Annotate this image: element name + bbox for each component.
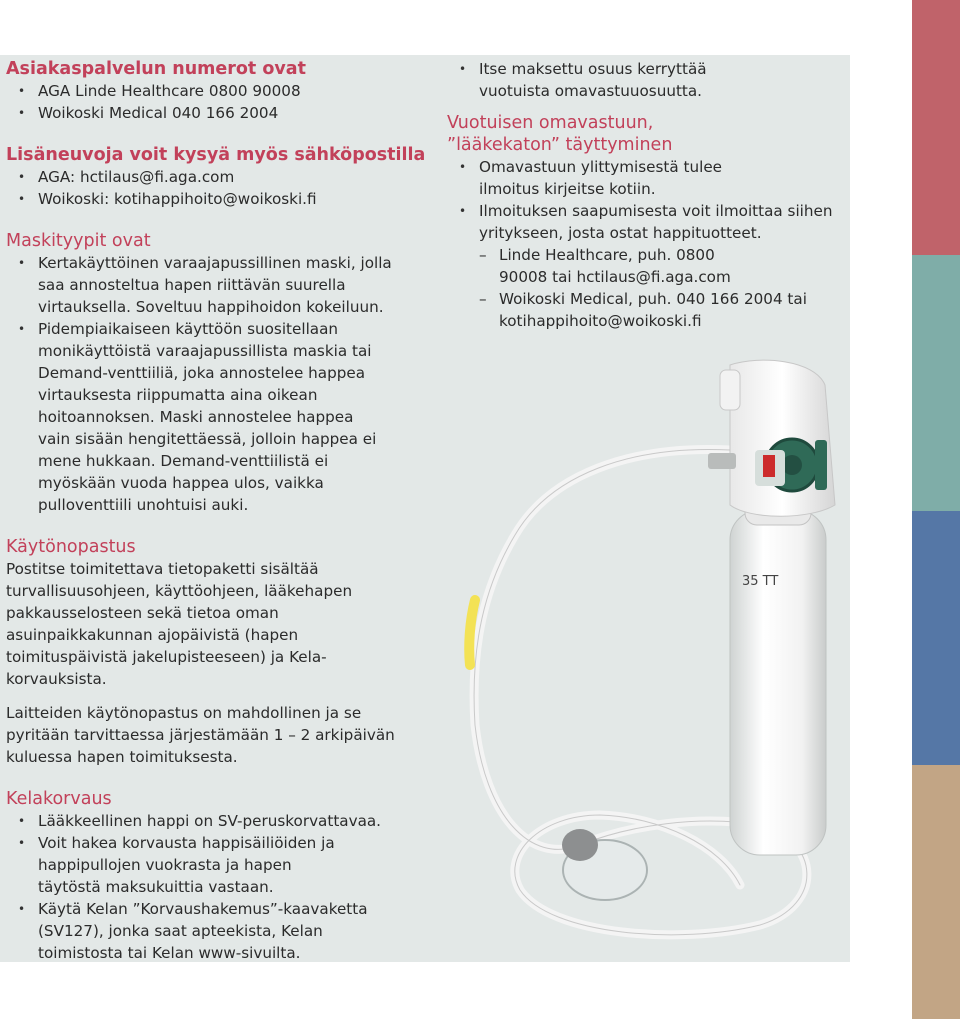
instruction-paragraph-2: Laitteiden käytönopastus on mahdollinen ja se pyritään tarvittaessa järjestämään 1 – 2 arkipäivän kuluessa hapen toimituksesta.: [6, 704, 395, 766]
email-heading: Lisäneuvoja voit kysyä myös sähköpostilla: [6, 145, 426, 165]
instruction-heading: Käytönopastus: [6, 537, 136, 557]
customer-service-section: [6, 58, 426, 124]
list-item: • Woikoski Medical 040 166 2004: [6, 102, 426, 124]
kela-heading: Kelakorvaus: [6, 789, 112, 809]
valve-red-label: [763, 455, 775, 477]
right-column: [447, 58, 847, 332]
stripe-tan: [912, 765, 960, 1019]
tube-yellow-band: [469, 600, 475, 665]
oxygen-cylinder-illustration: [430, 345, 850, 945]
deductible-list: [447, 156, 847, 332]
deductible-section: [447, 112, 847, 332]
color-stripes: [912, 0, 960, 1019]
list-item: • Lääkkeellinen happi on SV-peruskorvattavaa.: [6, 810, 426, 832]
kela-section: [6, 788, 426, 964]
email-section: [6, 144, 426, 210]
list-item: • Pidempiaikaiseen käyttöön suositellaan monikäyttöistä varaajapussillista maskia tai Demand-venttiiliä, joka annostelee happea virtauksesta riippumatta aina oikean hoitoannoksen. Maski annostelee happea vain sisään hengitettäessä, jolloin happea ei mene hukkaan. Demand-venttiilistä ei myöskään vuoda happea ulos, vaikka pulloventtiili unohtuisi auki.: [6, 318, 383, 516]
mask-types-list: [6, 252, 426, 516]
list-item: • AGA Linde Healthcare 0800 90008: [6, 80, 426, 102]
cylinder-body: [730, 510, 826, 855]
sub-list-item: – Woikoski Medical, puh. 040 166 2004 tai kotihappihoito@woikoski.fi: [447, 288, 819, 332]
mask-types-section: [6, 230, 426, 516]
list-item: • Woikoski: kotihappihoito@woikoski.fi: [6, 188, 426, 210]
customer-service-list: [6, 80, 426, 124]
list-item: • Omavastuun ylittymisestä tulee ilmoitus kirjeitse kotiin.: [447, 156, 759, 200]
instruction-section: [6, 536, 426, 768]
list-item: • AGA: hctilaus@fi.aga.com: [6, 166, 426, 188]
instruction-paragraph-1: Postitse toimitettava tietopaketti sisältää turvallisuusohjeen, käyttöohjeen, lääkehapen pakkausselosteen sekä tietoa oman asuinpaikkakunnan ajopäivistä (hapen toimituspäivistä jakelupisteeseen) ja Kela-korvauksista.: [6, 560, 353, 688]
top-list: [447, 58, 847, 102]
cylinder-label: 35 TT: [742, 574, 779, 589]
deductible-heading-line-1: Vuotuisen omavastuun,: [447, 113, 654, 133]
sub-list-item: – Linde Healthcare, puh. 0800 90008 tai hctilaus@fi.aga.com: [447, 244, 759, 288]
customer-service-heading: Asiakaspalvelun numerot ovat: [6, 59, 306, 79]
list-item: • Ilmoituksen saapumisesta voit ilmoittaa siihen yritykseen, josta ostat happituotteet.: [447, 200, 839, 244]
kela-list: [6, 810, 426, 964]
mask-types-heading: Maskityypit ovat: [6, 231, 151, 251]
deductible-heading-line-2: ”lääkekaton” täyttyminen: [447, 135, 673, 155]
list-item: • Käytä Kelan ”Korvaushakemus”-kaavaketta (SV127), jonka saat apteekista, Kelan toimistosta tai Kelan www-sivuilta.: [6, 898, 383, 964]
demand-valve: [730, 360, 835, 516]
stripe-blue: [912, 511, 960, 765]
list-item: • Itse maksettu osuus kerryttää vuotuista omavastuuosuutta.: [447, 58, 749, 102]
email-list: [6, 166, 426, 210]
list-item: • Voit hakea korvausta happisäiliöiden ja happipullojen vuokrasta ja hapen täytöstä maksukuittia vastaan.: [6, 832, 338, 898]
stripe-teal: [912, 255, 960, 511]
list-item: • Kertakäyttöinen varaajapussillinen maski, jolla saa annosteltua hapen riittävän suurella virtauksella. Soveltuu happihoidon kokeiluun.: [6, 252, 403, 318]
left-column: [6, 58, 426, 964]
stripe-red: [912, 0, 960, 255]
